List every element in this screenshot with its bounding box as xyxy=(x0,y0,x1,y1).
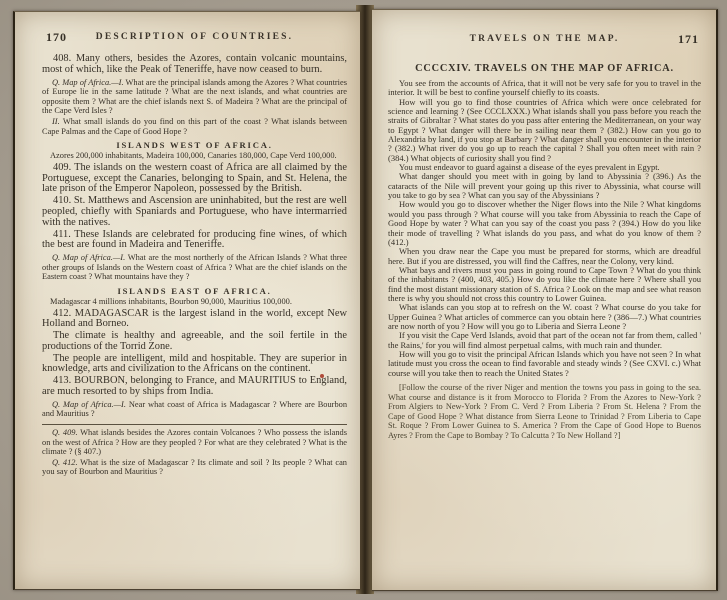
question-text: Near what coast of Africa is Madagascar ? Where are Bourbon and Mauritius ? xyxy=(42,399,348,419)
left-page-header xyxy=(42,32,347,48)
travels-note-cape-verd-rains: If you visit the Cape Verd Islands, avoid that part of the ocean not far from them, called ' the Rains,' for you will find almost perpetual calms, with much rain and thunder. xyxy=(388,330,701,350)
travels-questions-niger-cape: How would you go to discover whether the Niger flows into the Nile ? What kingdoms would you pass through ? What course will you take from Abyssinia to reach the Cape of Good Hope by water ? What can you say of the coast you pass ? (394.) How do you like their mode of travelling ? What islands do you pass, and what do you know of them ? (412.) xyxy=(388,199,701,247)
left-page xyxy=(13,11,360,590)
travels-questions-return: How will you go to visit the principal African Islands which you have not seen ? In what latitude must you cross the ocean to find favorable and steady winds ? (See CXVI. c.) What course will you take then to reach the United States ? xyxy=(388,348,701,378)
question-lead: II. xyxy=(52,116,60,126)
running-head-left: DESCRIPTION OF COUNTRIES. xyxy=(95,32,294,42)
footnote-divider xyxy=(42,424,347,425)
paragraph-412-people: The people are intelligent, mild and hospitable. They are superior in knowledge, arts and civilization to the Africans on the continent. xyxy=(42,352,347,375)
paragraph-409: 409. The islands on the western coast of Africa are all claimed by the Portuguese, except the Canaries, belonging to Spain, and St. Helena, the late prison of the Emperor Napoleon, possessed by the British. xyxy=(42,161,347,195)
right-page xyxy=(372,9,718,591)
question-text: What are the principal islands among the Azores ? What countries of Europe lie in the same latitude ? What are the next islands, and what countries are opposite them ? What are the chief islands next S. of Madeira ? What are the principal of the Cape Verd Isles ? xyxy=(42,77,347,116)
footnote-409 xyxy=(42,428,347,457)
footnote-lead: Q. 409. xyxy=(52,428,78,438)
paragraph-412-climate: The climate is healthy and agreeable, and the soil fertile in the productions of the Torrid Zone. xyxy=(42,330,347,352)
paragraph-410: 410. St. Matthews and Ascension are uninhabited, but the rest are well peopled, chiefly with Spaniards and Portuguese, who have intermarried with the natives. xyxy=(42,195,347,228)
travels-note-cape-storms: When you draw near the Cape you must be prepared for storms, which are dreadful here. But if you are distressed, you will find the Caffres, near the Colony, very kind. xyxy=(388,246,701,266)
travels-intro: You see from the accounts of Africa, that it will not be very safe for you to travel in the interior. It will be best to confine yourself chiefly to its coasts. xyxy=(388,78,701,98)
question-lead: Q. Map of Africa.—I. xyxy=(52,399,126,409)
question-block-map-africa-2 xyxy=(42,253,347,282)
travels-questions-cape-town: What bays and rivers must you pass in going round to Cape Town ? What do you think of the inhabitants ? (400, 403, 405.) How do you like the climate here ? Where shall you find the most distant missionary station of S. Africa ? Look on the map and see what reason there is why you should not cross this country to Lower Guinea. xyxy=(388,264,701,303)
footnote-412 xyxy=(42,458,347,477)
travels-bracket-exercises: [Follow the course of the river Niger and mention the towns you pass in going to the sea. What course and distance is it from Morocco to Florida ? From the Azores to New-York ? From Algiers to New-York ? From C. Verd ? From Liberia ? From St. Helena ? From the Cape of Good Hope ? What distance from Sierra Leone to Trinidad ? From Liberia to Cape St. Roque ? From Lower Guinea to S. America ? From the Cape of Good Hope to Buenos Ayres ? From the Cape to Bombay ? To Calcutta ? To New Holland ?] xyxy=(388,383,701,440)
footnote-text: What is the size of Madagascar ? Its climate and soil ? Its people ? What can you say of Bourbon and Mauritius ? xyxy=(42,457,347,477)
travels-questions-west-coast: What islands can you stop at to refresh on the W. coast ? What course do you take for Upper Guinea ? What articles of commerce can you obtain here ? (386—7.) What countries are now north of you ? How will you go to Liberia and Sierra Leone ? xyxy=(388,302,701,331)
chapter-title: CCCCXIV. TRAVELS ON THE MAP OF AFRICA. xyxy=(415,63,674,74)
population-stats-west: Azores 200,000 inhabitants, Madeira 100,000, Canaries 180,000, Cape Verd 100,000. xyxy=(50,151,337,161)
right-page-header xyxy=(388,34,701,50)
travels-questions-mediterranean: How will you go to find those countries of Africa which were once celebrated for science and learning ? (See CCCLXXX.) What islands shall you pass before you reach the straits of Gibraltar ? What states do you pass after entering the Mediterranean, on your way to Egypt ? What danger will there be in sailing near them ? (382.) How can you go to Alexandria by land, if you stop at Barbary ? What danger shall you encounter in the interior ? (382.) What river do you go up to reach the capital ? Shall you often meet with rain ? (384.) What objects of curiosity shall you find ? xyxy=(388,96,701,163)
footnote-text: What islands besides the Azores contain Volcanoes ? Who possess the islands on the west of Africa ? How are they peopled ? For what are they celebrated ? What is the climate ? (§ 407.) xyxy=(42,428,347,457)
paragraph-412: 412. MADAGASCAR is the largest island in the world, except New Holland and Borneo. xyxy=(42,307,347,330)
question-text: What small islands do you find on this part of the coast ? What islands between Cape Palmas and the Cape of Good Hope ? xyxy=(42,116,347,136)
travels-questions-abyssinia: What danger should you meet with in going by land to Abyssinia ? (396.) As the cataracts of the Nile will prevent your going up this river to Abyssinia, what course will you take to go by sea ? What can you say of the Abyssinians ? xyxy=(388,171,701,201)
question-lead: Q. Map of Africa.—I. xyxy=(52,77,124,87)
question-block-map-africa-1 xyxy=(42,78,347,116)
footnote-lead: Q. 412. xyxy=(52,457,78,467)
travels-note-egypt: You must endeavor to guard against a disease of the eyes prevalent in Egypt. xyxy=(399,162,660,173)
page-number-right: 171 xyxy=(678,32,699,46)
question-lead: Q. Map of Africa.—I. xyxy=(52,253,126,263)
paragraph-413: 413. BOURBON, belonging to France, and MAURITIUS to England, are much resorted to by ships from India. xyxy=(42,375,347,398)
question-block-map-africa-1b xyxy=(42,117,347,136)
question-text: What are the most northerly of the African Islands ? What three other groups of Islands on the Western coast of Africa ? What are the chief islands on the Eastern coast ? What mountains have they ? xyxy=(42,253,347,282)
paragraph-411: 411. These Islands are celebrated for producing fine wines, of which the best are found in Madeira and Teneriffe. xyxy=(42,228,347,251)
section-heading-islands-east: ISLANDS EAST OF AFRICA. xyxy=(117,285,272,296)
paragraph-408: 408. Many others, besides the Azores, contain volcanic mountains, most of which, like the Peak of Teneriffe, have now ceased to burn. xyxy=(42,53,347,75)
running-head-right: TRAVELS ON THE MAP. xyxy=(469,34,620,44)
page-number-left: 170 xyxy=(46,30,67,44)
population-stats-east: Madagascar 4 millions inhabitants, Bourbon 90,000, Mauritius 100,000. xyxy=(50,296,292,306)
section-heading-islands-west: ISLANDS WEST OF AFRICA. xyxy=(116,140,273,151)
question-block-map-africa-3 xyxy=(42,400,347,419)
